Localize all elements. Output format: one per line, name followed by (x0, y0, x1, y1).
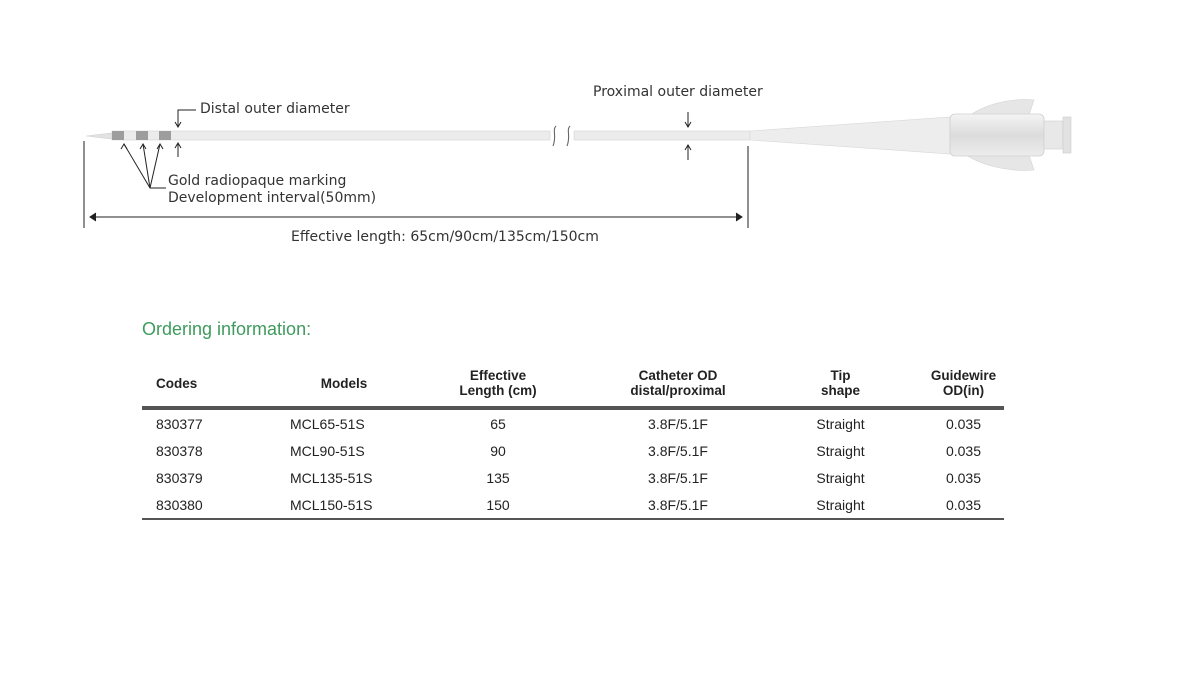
cell-length: 90 (490, 442, 506, 459)
catheter-hub (750, 100, 1071, 171)
cell-model: MCL90-51S (290, 442, 365, 459)
cell-guidewire: 0.035 (945, 442, 982, 459)
effective-length-label: Effective length: 65cm/90cm/135cm/150cm (291, 229, 599, 245)
radiopaque-markers (112, 131, 171, 140)
cell-code: 830379 (156, 469, 203, 486)
cell-od: 3.8F/5.1F (648, 415, 708, 432)
cell-code: 830377 (156, 415, 203, 432)
cell-code: 830380 (142, 491, 274, 519)
cell-length: 150 (398, 491, 598, 519)
cell-length: 65 (490, 415, 506, 432)
cell-tip: Straight (816, 442, 865, 459)
cell-tip: Straight (758, 491, 923, 519)
cell-code: 830378 (156, 442, 203, 459)
cell-od: 3.8F/5.1F (648, 469, 708, 486)
distal-od-label: Distal outer diameter (200, 101, 350, 117)
catheter-shaft (86, 131, 750, 140)
cell-guidewire: 0.035 (945, 415, 982, 432)
cell-model: MCL135-51S (290, 469, 373, 486)
catheter-diagram (0, 0, 1185, 300)
header-catheter-od (598, 362, 758, 408)
table-row (142, 437, 1004, 464)
header-gw-line1: Guidewire (930, 368, 997, 383)
header-effective-line2: Length (cm) (459, 383, 537, 398)
cell-od: 3.8F/5.1F (598, 491, 758, 519)
header-od-line1: Catheter OD (638, 368, 718, 383)
cell-model: MCL65-51S (290, 415, 365, 432)
header-tip-shape (758, 362, 923, 408)
proximal-od-label: Proximal outer diameter (593, 84, 763, 100)
interval-label: Development interval(50mm) (168, 190, 377, 206)
cell-tip: Straight (816, 415, 865, 432)
marking-label: Gold radiopaque marking (168, 173, 347, 189)
table-row (142, 464, 1004, 491)
ordering-table (142, 362, 1004, 520)
section-title: Ordering information: (142, 319, 312, 339)
header-effective-length (398, 362, 598, 408)
table-header-row (142, 362, 1004, 408)
header-tip-line1: Tip (830, 368, 851, 383)
header-od-line2: distal/proximal (630, 383, 726, 398)
header-guidewire-od (923, 362, 1004, 408)
header-tip-line2: shape (820, 383, 861, 398)
table-row (142, 408, 1004, 437)
cell-model: MCL150-51S (274, 491, 398, 519)
table-row (142, 491, 1004, 519)
header-codes: Codes (142, 362, 274, 408)
header-models: Models (274, 362, 398, 408)
header-effective-line1: Effective (469, 368, 527, 383)
cell-guidewire: 0.035 (923, 491, 1004, 519)
break-symbol (553, 126, 570, 146)
cell-length: 135 (486, 469, 510, 486)
cell-tip: Straight (816, 469, 865, 486)
header-gw-line2: OD(in) (942, 383, 985, 398)
marking-leader-lines (121, 144, 166, 188)
cell-od: 3.8F/5.1F (648, 442, 708, 459)
cell-guidewire: 0.035 (945, 469, 982, 486)
